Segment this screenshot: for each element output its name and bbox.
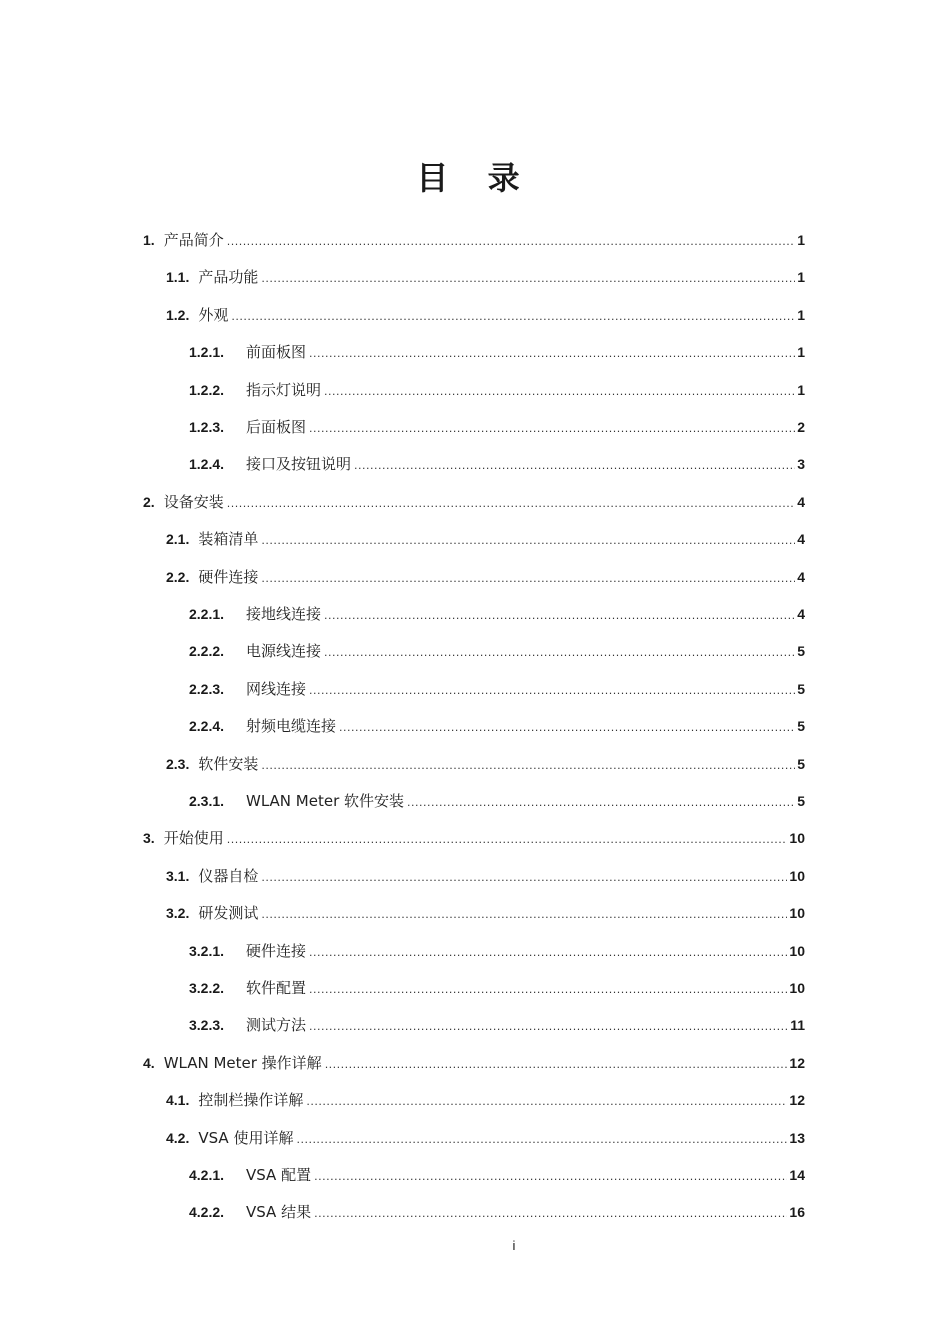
toc-entry-title: 研发测试 <box>198 904 259 923</box>
toc-leader-dots <box>261 903 787 927</box>
toc-entry-number: 2.2.3. <box>189 680 225 697</box>
toc-entry[interactable] <box>166 864 805 888</box>
toc-entry[interactable] <box>189 976 805 1000</box>
toc-entry-title: 指示灯说明 <box>246 380 322 399</box>
toc-entry-title: 硬件连接 <box>198 567 259 586</box>
page-title: 目 录 <box>416 159 534 197</box>
toc-entry-title: 测试方法 <box>246 1016 307 1035</box>
toc-entry[interactable] <box>143 1051 805 1075</box>
toc-entry-number: 4.2. <box>166 1129 190 1146</box>
toc-entry-number: 1.2.4. <box>189 456 225 473</box>
toc-entry-page: 1 <box>797 269 805 286</box>
toc-entry-title: 装箱清单 <box>198 530 259 549</box>
toc-entry[interactable] <box>166 565 805 589</box>
toc-entry-number: 1.1. <box>166 269 190 286</box>
toc-entry-page: 4 <box>797 493 805 510</box>
toc-entry[interactable] <box>143 826 805 850</box>
toc-entry-number: 1.2.3. <box>189 419 225 435</box>
toc-entry[interactable] <box>166 1126 805 1150</box>
toc-entry-page: 2 <box>797 419 805 435</box>
toc-entry-number: 3.2. <box>166 905 190 922</box>
toc-entry-number: 1.2.2. <box>189 381 225 398</box>
toc-entry-title: 设备安装 <box>163 492 224 511</box>
toc-entry-number: 4.2.2. <box>189 1204 225 1221</box>
toc-leader-dots <box>227 230 796 254</box>
toc-entry-page: 11 <box>790 1017 805 1034</box>
toc-entry[interactable] <box>166 752 805 776</box>
toc-entry-page: 1 <box>797 306 805 323</box>
toc-entry-page: 13 <box>789 1129 805 1146</box>
toc-leader-dots <box>231 305 795 329</box>
toc-entry-page: 5 <box>797 643 805 660</box>
toc-entry-page: 10 <box>789 942 805 959</box>
toc-entry[interactable] <box>189 939 805 963</box>
toc-entry-page: 4 <box>797 531 805 548</box>
toc-entry-page: 5 <box>797 680 805 697</box>
toc-entry[interactable] <box>189 415 805 439</box>
toc-leader-dots <box>309 679 795 703</box>
toc-entry-page: 10 <box>789 867 805 884</box>
toc-entry-number: 1. <box>143 232 155 248</box>
toc-entry[interactable] <box>189 452 805 476</box>
toc-entry[interactable] <box>189 602 805 626</box>
toc-leader-dots <box>354 454 795 478</box>
toc-entry-title: 软件配置 <box>246 979 307 997</box>
toc-entry-title: 接口及按钮说明 <box>246 455 352 474</box>
toc-entry-page: 1 <box>797 381 805 398</box>
toc-leader-dots <box>306 1090 787 1114</box>
toc-entry-number: 2.3.1. <box>189 793 225 809</box>
toc-entry-page: 14 <box>789 1167 805 1183</box>
toc-entry-number: 3.1. <box>166 867 190 884</box>
toc-entry-page: 12 <box>789 1054 805 1071</box>
toc-entry[interactable] <box>189 714 805 738</box>
toc-entry[interactable] <box>189 378 805 402</box>
toc-entry-title: VSA 使用详解 <box>198 1128 294 1147</box>
toc-entry[interactable] <box>143 228 805 252</box>
toc-entry-number: 2.2.4. <box>189 718 225 735</box>
toc-entry-number: 2.2.1. <box>189 606 225 622</box>
toc-leader-dots <box>314 1165 787 1189</box>
toc-leader-dots <box>261 866 787 890</box>
toc-entry-number: 4. <box>143 1054 155 1071</box>
toc-entry-page: 4 <box>797 606 805 622</box>
toc-entry-page: 4 <box>797 568 805 585</box>
toc-entry-number: 1.2.1. <box>189 344 225 361</box>
toc-entry-page: 10 <box>789 830 805 847</box>
toc-entry-page: 10 <box>789 980 805 996</box>
page-number: i <box>512 1238 516 1253</box>
toc-entry-number: 2. <box>143 493 155 510</box>
toc-leader-dots <box>309 342 795 366</box>
toc-leader-dots <box>296 1128 787 1152</box>
toc-leader-dots <box>407 791 795 815</box>
toc-entry-title: 软件安装 <box>198 754 259 773</box>
toc-entry-title: 仪器自检 <box>198 866 259 885</box>
toc-entry-title: 接地线连接 <box>246 605 322 623</box>
toc-entry[interactable] <box>166 901 805 925</box>
toc-entry-page: 12 <box>789 1092 805 1109</box>
toc-entry-title: 控制栏操作详解 <box>198 1091 304 1110</box>
toc-leader-dots <box>261 267 795 291</box>
toc-entry-number: 3. <box>143 830 155 847</box>
toc-entry-number: 4.2.1. <box>189 1167 225 1183</box>
toc-entry-page: 10 <box>789 905 805 922</box>
toc-leader-dots <box>227 828 788 852</box>
toc-entry-number: 2.1. <box>166 531 190 548</box>
toc-leader-dots <box>309 978 787 1002</box>
toc-leader-dots <box>325 1053 788 1077</box>
toc-leader-dots <box>309 941 787 965</box>
toc-entry[interactable] <box>166 527 805 551</box>
toc-entry-number: 3.2.2. <box>189 980 225 996</box>
toc-entry-title: 开始使用 <box>163 829 224 848</box>
toc-entry-page: 5 <box>797 755 805 772</box>
toc-entry-page: 16 <box>789 1204 805 1221</box>
toc-entry-number: 3.2.3. <box>189 1017 225 1034</box>
toc-leader-dots <box>314 1202 787 1226</box>
toc-leader-dots <box>261 529 795 553</box>
toc-leader-dots <box>309 417 795 441</box>
toc-entry[interactable] <box>166 1088 805 1112</box>
toc-entry-title: WLAN Meter 软件安装 <box>246 792 404 810</box>
toc-leader-dots <box>309 1015 788 1039</box>
toc-entry-number: 2.3. <box>166 755 190 772</box>
toc-leader-dots <box>261 754 795 778</box>
toc-entry[interactable] <box>166 265 805 289</box>
toc-entry-number: 3.2.1. <box>189 942 225 959</box>
toc-entry-title: VSA 配置 <box>246 1166 312 1184</box>
toc-entry[interactable] <box>189 789 805 813</box>
toc-leader-dots <box>324 604 795 628</box>
toc-entry-number: 2.2.2. <box>189 643 225 660</box>
toc-entry-page: 1 <box>797 344 805 361</box>
toc-leader-dots <box>324 380 795 404</box>
toc-entry[interactable] <box>189 1013 805 1037</box>
toc-entry-title: WLAN Meter 操作详解 <box>163 1053 322 1072</box>
toc-entry[interactable] <box>189 340 805 364</box>
toc-entry-page: 3 <box>797 456 805 473</box>
toc-entry-title: VSA 结果 <box>246 1203 312 1222</box>
toc-entry[interactable] <box>166 303 805 327</box>
toc-entry-title: 产品简介 <box>163 231 224 249</box>
toc-entry-title: 后面板图 <box>246 418 307 436</box>
toc-entry-number: 1.2. <box>166 306 190 323</box>
toc-entry-number: 4.1. <box>166 1092 190 1109</box>
toc-entry[interactable] <box>143 490 805 514</box>
toc-entry[interactable] <box>189 1200 805 1224</box>
toc-entry-page: 1 <box>797 232 805 248</box>
toc-leader-dots <box>261 567 795 591</box>
toc-leader-dots <box>324 641 795 665</box>
toc-entry-title: 外观 <box>198 305 229 324</box>
toc-entry-number: 2.2. <box>166 568 190 585</box>
toc-entry[interactable] <box>189 1163 805 1187</box>
toc-entry-title: 网线连接 <box>246 679 307 698</box>
toc-leader-dots <box>227 492 796 516</box>
toc-entry[interactable] <box>189 639 805 663</box>
toc-entry-title: 电源线连接 <box>246 642 322 661</box>
toc-entry-title: 产品功能 <box>198 268 259 287</box>
toc-entry-page: 5 <box>797 718 805 735</box>
toc-leader-dots <box>339 716 795 740</box>
toc-entry-title: 前面板图 <box>246 343 307 362</box>
toc-entry-page: 5 <box>797 793 805 809</box>
toc-entry[interactable] <box>189 677 805 701</box>
toc-entry-title: 硬件连接 <box>246 941 307 960</box>
toc-entry-title: 射频电缆连接 <box>246 717 337 736</box>
